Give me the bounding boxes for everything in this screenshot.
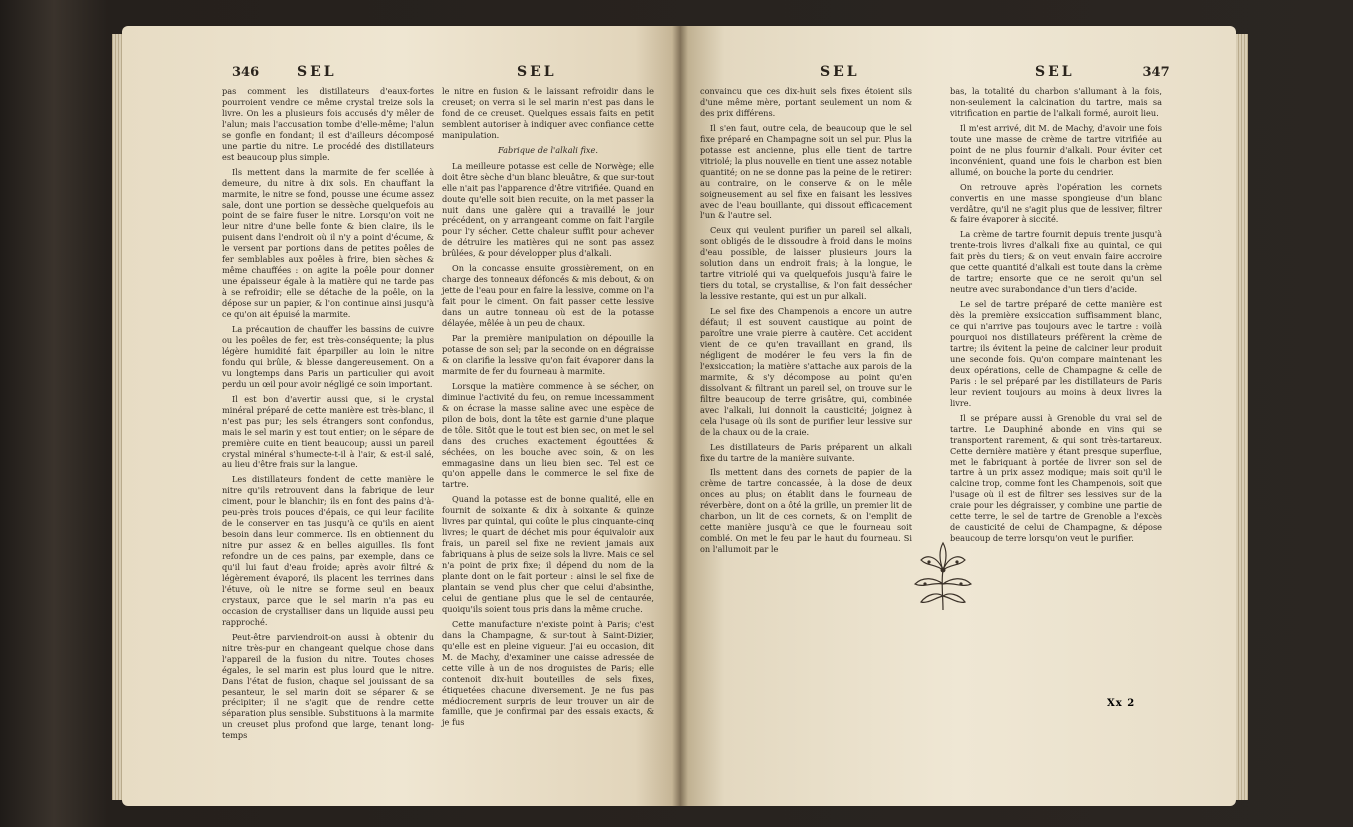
- paragraph: Par la première manipulation on dépouille la potasse de son sel; par la seconde on en dégraisse & on clarifie la lessive qu'on fait évaporer dans la marmite de fer du fourneau à marmite.: [442, 333, 654, 376]
- left-running-head-2: SEL: [517, 64, 557, 80]
- section-heading: Fabrique de l'alkali fixe.: [497, 144, 598, 155]
- paragraph: Les distillateurs fondent de cette manière le nitre qu'ils retrouvent dans la fabrique de leur ciment, pour le blanchir; ils en font des pains d'à-peu-près trois pouces d'épais, ce qui leur facilite de le conserver en tas jusqu'à ce qu'ils en aient besoin dans leur commerce. Ils en obtiennent du nitre pur assez & en belles aiguilles. Ils font refondre un de ces pains, par exemple, dans ce qu'il lui faut d'eau froide; après avoir filtré & légèrement évaporé, ils placent les terrines dans l'étuve, où le nitre se forme seul en beaux crystaux, parce que le sel marin n'a pas eu occasion de crystalliser dans un liquide aussi peu rapproché.: [222, 474, 434, 627]
- paragraph: Peut-être parviendroit-on aussi à obtenir du nitre très-pur en changeant quelque chose dans l'appareil de la fusion du nitre. Toutes choses égales, le sel marin est plus lourd que le nitre. Dans l'état de fusion, chaque sel jouissant de sa pesanteur, le sel marin doit se séparer & se précipiter; il ne s'agit que de rendre cette séparation plus sensible. Substituons à la marmite un creuset plus profond que large, tenant long-temps: [222, 631, 434, 741]
- paragraph: Ils mettent dans des cornets de papier de la crème de tartre concassée, à la dose de deux onces au plus; on établit dans le fourneau de réverbère, dont on a ôté la grille, un premier lit de charbon, un lit de ces cornets, & on l'emplit de cette manière jusqu'à ce que le fourneau soit comblé. On met le feu par le haut du fourneau. Si on l'allumoit par le: [700, 467, 912, 555]
- left-page: [122, 26, 680, 806]
- signature-mark: Xx 2: [1107, 698, 1136, 709]
- left-column-2: [442, 86, 654, 732]
- right-page: [680, 26, 1236, 806]
- paragraph: Il se prépare aussi à Grenoble du vrai sel de tartre. Le Dauphiné abonde en vins qui se transportent rarement, & qui sont très-tartareux. Cette dernière matière y étant presque superflue, met le fabriquant à portée de livrer son sel de tartre à un prix assez modique; mais soit qu'il le calcine trop, comme font les Champenois, soit que l'usage où il est de filtrer ses lessives sur de la craie pour les dégraisser, y combine une partie de cette terre, le sel de tartre de Grenoble a l'excès de causticité de celui de Champagne, & dépose beaucoup de terre lorsqu'on veut le purifier.: [950, 412, 1162, 544]
- paragraph: La crème de tartre fournit depuis trente jusqu'à trente-trois livres d'alkali fixe au quintal, ce qui fait près du tiers; & on veut envain faire accroire que cette quantité d'alkali est toute dans la crème de tartre; ensorte que ce ne seroit qu'un sel neutre avec surabondance d'un tiers d'acide.: [950, 229, 1162, 295]
- paragraph: pas comment les distillateurs d'eaux-fortes pourroient vendre ce même crystal treize sols la livre. On les a plusieurs fois accusés d'y mêler de l'alun; mais l'accusation tombe d'elle-même; l'alun se gonfle en fondant; il est d'ailleurs décomposé une partie du nitre. Le procédé des distillateurs est beaucoup plus simple.: [222, 86, 434, 162]
- paragraph: Il s'en faut, outre cela, de beaucoup que le sel fixe préparé en Champagne soit un sel pur. Plus la potasse est ancienne, plus elle tient de tartre vitriolé; la plus nouvelle en tient une assez notable quantité; on ne se donne pas la peine de le retirer: au contraire, on le conserve & on le mêle soigneusement au sel fixe en faisant les lessives avec de l'eau bouillante, qui dissout efficacement l'un & l'autre sel.: [700, 122, 912, 221]
- right-page-number: 347: [1142, 65, 1170, 80]
- paragraph: Ceux qui veulent purifier un pareil sel alkali, sont obligés de le dissoudre à froid dans le moins d'eau possible, de laisser plusieurs jours la solution dans un endroit frais; à la longue, le tartre vitriolé qui va quelquefois jusqu'à faire le tiers du total, se crystallise, & l'on fait dessécher la lessive restante, qui est un pur alkali.: [700, 225, 912, 302]
- paragraph: bas, la totalité du charbon s'allumant à la fois, non-seulement la calcination du tartre, mais sa vitrification en partie de l'alkali formé, auroit lieu.: [950, 86, 1162, 118]
- left-running-head-1: SEL: [297, 64, 337, 80]
- paragraph: On retrouve après l'opération les cornets convertis en une masse spongieuse d'un blanc verdâtre, qu'il ne s'agit plus que de lessiver, filtrer & faire évaporer à siccité.: [950, 181, 1162, 225]
- book-gutter: [672, 26, 688, 806]
- paragraph: On la concasse ensuite grossièrement, on en charge des tonneaux défoncés & mis debout, & on jette de l'eau pour en faire la lessive, comme on l'a fait pour le ciment. On fait passer cette lessive dans un autre tonneau où est de la potasse délayée, mêlée à un peu de chaux.: [442, 263, 654, 329]
- right-running-head-2: SEL: [1035, 64, 1075, 80]
- paragraph: Il est bon d'avertir aussi que, si le crystal minéral préparé de cette manière est très-blanc, il n'est pas pur; les sels étrangers sont confondus, mais le sel marin y est tout entier; on le sépare de première cuite en tient beaucoup; aussi un pareil crystal minéral s'humecte-t-il à l'air, & est-il salé, au lieu d'être frais sur la langue.: [222, 393, 434, 470]
- paragraph: La meilleure potasse est celle de Norwège; elle doit être sèche d'un blanc bleuâtre, & que sur-tout elle n'ait pas l'apparence d'être vitrifiée. Quand en doute qu'elle soit bien recuite, on la met passer la nuit dans une galère qui a travaillé le jour précédent, on y arrangeant comme on fait l'argile pour l'y sécher. Cette chaleur suffit pour achever de détruire les matières qui ne sont pas assez brûlées, & pour développer plus d'alkali.: [442, 160, 654, 259]
- right-page-header: [1035, 64, 1170, 86]
- paragraph: Le sel de tartre préparé de cette manière est dès la première exsiccation suffisamment blanc, ce qui n'arrive pas toujours avec le tartre : voilà pourquoi nos distillateurs préfèrent la crème de tartre; ils évitent la peine de calciner leur produit une seconde fois. Qu'on compare maintenant les deux opérations, celle de Champagne & celle de Paris : le sel préparé par les distillateurs de Paris leur revient toujours au moins à deux livres la livre.: [950, 299, 1162, 408]
- right-page-edges: [1236, 34, 1248, 800]
- paragraph: Ils mettent dans la marmite de fer scellée à demeure, du nitre à dix sols. En chauffant la marmite, le nitre se fond, pousse une écume assez sale, dont une portion se dessèche quelquefois au point de se faire fuser le nitre. Lorsqu'on voit ne leur nitre d'une belle fonte & bien claire, ils le puisent dans l'endroit où il n'y a point d'écume, & le versent par portions dans de petites poêles de fer semblables aux poêles à frire, bien sèches & même chauffées : on agite la poêle pour donner une épaisseur égale à la matière qui ne tarde pas à se refroidir; elle se détache de la poêle, on la dépose sur un papier, & l'on continue ainsi jusqu'à ce qu'on ait épuisé la marmite.: [222, 166, 434, 320]
- right-column-2: [950, 86, 1162, 548]
- paragraph: Cette manufacture n'existe point à Paris; c'est dans la Champagne, & sur-tout à Saint-Dizier, qu'elle est en pleine vigueur. J'ai eu occasion, dit M. de Machy, d'examiner une caisse adressée de cette ville à un de nos droguistes de Paris; elle contenoit dix-huit bouteilles de sels fixes, étiquetées chacune diversement. Je ne fus pas médiocrement surpris de leur trouver un air de famille, que je confirmai par des essais exacts, & je fus: [442, 618, 654, 728]
- floral-vignette-icon: [909, 540, 977, 612]
- left-page-number: 346: [232, 65, 260, 80]
- paragraph: Les distillateurs de Paris préparent un alkali fixe du tartre de la manière suivante.: [700, 441, 912, 463]
- paragraph: Quand la potasse est de bonne qualité, elle en fournit de soixante & dix à soixante & quinze livres par quintal, qui coûte le plus cinquante-cinq livres; le quart de déchet mis pour équivaloir aux frais, un pareil sel fixe ne revient jamais aux fabriquans à plus de seize sols la livre. Mais ce sel n'a point de prix fixe; il dépend du nom de la plante dont on le fait porteur : ainsi le sel fixe de plantain se vend plus cher que celui d'absinthe, celui de gentiane plus que le sel de centaurée, quoiqu'ils soient tous pris dans la même cruche.: [442, 494, 654, 614]
- right-running-head-1: SEL: [820, 64, 860, 80]
- left-column-1: [222, 86, 434, 745]
- right-column-1: [700, 86, 912, 559]
- left-page-header: [232, 64, 337, 86]
- paragraph: le nitre en fusion & le laissant refroidir dans le creuset; on verra si le sel marin n'est pas dans le fond de ce creuset. Quelques essais faits en petit semblent autoriser à indiquer avec confiance cette manipulation.: [442, 86, 654, 140]
- paragraph: Lorsque la matière commence à se sécher, on diminue l'activité du feu, on remue incessamment & on écrase la masse saline avec une espèce de pilon de bois, dont la tête est garnie d'une plaque de tôle. Sitôt que le tout est bien sec, on met le sel dans des cruches exactement égouttées & séchées, on les bouche avec soin, & on les emmagasine dans un lieu bien sec. Tel est ce qu'on appelle dans le commerce le sel fixe de tartre.: [442, 380, 654, 490]
- paragraph: convaincu que ces dix-huit sels fixes étoient sils d'une même mère, portant seulement un nom & des prix différens.: [700, 86, 912, 118]
- paragraph: Il m'est arrivé, dit M. de Machy, d'avoir une fois toute une masse de crème de tartre vitrifiée au point de ne plus fournir d'alkali. Pour éviter cet inconvénient, quand une fois le charbon est bien allumé, on bouche la porte du cendrier.: [950, 122, 1162, 177]
- paragraph: La précaution de chauffer les bassins de cuivre ou les poêles de fer, est très-conséquente; la plus légère humidité fait éparpiller au loin le nitre fondu qui brûle, & blesse dangereusement. On a vu longtemps dans Paris un particulier qui avoit perdu un œil pour avoir négligé ce soin important.: [222, 324, 434, 389]
- paragraph: Le sel fixe des Champenois a encore un autre défaut; il est souvent caustique au point de paroître une vraie pierre à cautère. Cet accident vient de ce qu'en travaillant en grand, ils négligent de modérer le feu vers la fin de l'exsiccation; la matière s'attache aux parois de la marmite, & s'y décompose au point qu'en dissolvant & filtrant un pareil sel, on trouve sur le filtre beaucoup de terre grisâtre, qui, combinée avec l'alkali, lui donnoit la causticité; joignez à cela l'usage où ils sont de purifier leur lessive sur de la chaux ou de la craie.: [700, 306, 912, 437]
